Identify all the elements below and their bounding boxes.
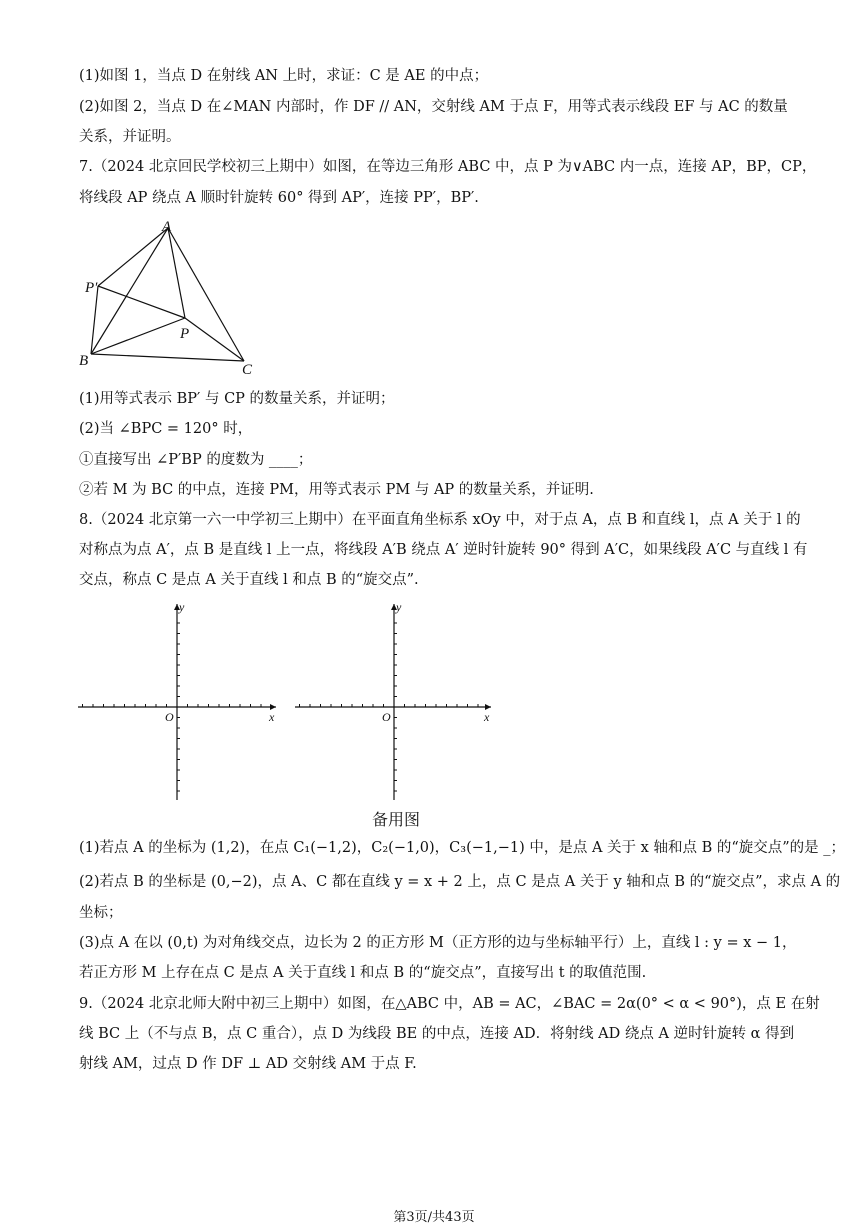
segment-ap-prime — [98, 228, 168, 286]
q8-part1: (1)若点 A 的坐标为 (1,2)，在点 C₁(−1,2)，C₂(−1,0)，C₃(−1,−1) 中，是点 A 关于 x 轴和点 B 的“旋交点”的是 _； — [79, 840, 846, 856]
triangle-figure — [76, 218, 276, 378]
q7-part1: (1)用等式表示 BP′ 与 CP 的数量关系，并证明； — [79, 391, 395, 407]
page-footer: 第3页/共43页 — [393, 1210, 475, 1225]
label-a: A — [162, 219, 172, 235]
q8-part3: (3)点 A 在以 (0,t) 为对角线交点，边长为 2 的正方形 M（正方形的边与坐标轴平行）上，直线 l : y = x − 1， — [79, 935, 797, 951]
axis-arrows — [174, 604, 276, 710]
y-axis-label: y — [179, 600, 185, 614]
axis-arrows — [391, 604, 491, 710]
q8-part3-cont: 若正方形 M 上存在点 C 是点 A 关于直线 l 和点 B 的“旋交点”，直接写出 t 的取值范围. — [79, 965, 647, 981]
x-axis-label: x — [484, 710, 490, 724]
origin-label: O — [165, 710, 174, 724]
q7-stem: 7.（2024 北京回民学校初三上期中）如图，在等边三角形 ABC 中，点 P 为∨ABC 内一点，连接 AP，BP，CP， — [79, 159, 817, 175]
segment-cp — [185, 318, 244, 361]
axes-figure-1 — [76, 600, 286, 805]
q7-part2: (2)当 ∠BPC = 120° 时， — [79, 421, 253, 437]
q8-part2-cont: 坐标； — [79, 905, 123, 921]
q6-part2: (2)如图 2，当点 D 在∠MAN 内部时，作 DF // AN，交射线 AM 于点 F，用等式表示线段 EF 与 AC 的数量 — [79, 99, 788, 115]
segment-bc — [91, 354, 244, 361]
x-axis-label: x — [269, 710, 275, 724]
q8-part2: (2)若点 B 的坐标是 (0,−2)，点 A、C 都在直线 y = x + 2 上，点 C 是点 A 关于 y 轴和点 B 的“旋交点”，求点 A 的 — [79, 874, 841, 890]
q6-part1: (1)如图 1，当点 D 在射线 AN 上时，求证：C 是 AE 的中点； — [79, 68, 489, 84]
q8-stem-cont2: 交点，称点 C 是点 A 关于直线 l 和点 B 的“旋交点”. — [79, 572, 419, 588]
q7-part2-sub2: ②若 M 为 BC 的中点，连接 PM，用等式表示 PM 与 AP 的数量关系，并证明. — [79, 482, 594, 498]
q9-stem-cont1: 线 BC 上（不与点 B，点 C 重合），点 D 为线段 BE 的中点，连接 AD．将射线 AD 绕点 A 逆时针旋转 α 得到 — [79, 1026, 795, 1042]
figure-caption: 备用图 — [372, 810, 421, 829]
label-b: B — [79, 353, 89, 369]
label-c: C — [242, 362, 253, 378]
q7-part2-sub1: ①直接写出 ∠P′BP 的度数为 ____； — [79, 452, 313, 468]
q8-stem: 8.（2024 北京第一六一中学初三上期中）在平面直角坐标系 xOy 中，对于点 A，点 B 和直线 l，点 A 关于 l 的 — [79, 512, 801, 528]
q7-stem-cont: 将线段 AP 绕点 A 顺时针旋转 60° 得到 AP′，连接 PP′，BP′. — [79, 190, 479, 206]
q9-stem-cont2: 射线 AM，过点 D 作 DF ⊥ AD 交射线 AM 于点 F. — [79, 1056, 417, 1072]
origin-label: O — [382, 710, 391, 724]
q6-part2-cont: 关系，并证明。 — [79, 129, 181, 145]
label-p-prime: P′ — [85, 280, 98, 296]
y-axis-label: y — [396, 600, 402, 614]
q9-stem: 9.（2024 北京北师大附中初三上期中）如图，在△ABC 中，AB = AC，∠BAC = 2α(0° < α < 90°)，点 E 在射 — [79, 996, 820, 1012]
segment-ab — [91, 228, 168, 354]
segment-bp — [91, 318, 185, 354]
segment-pp-prime — [98, 286, 185, 318]
label-p: P — [180, 326, 190, 342]
segment-ap — [168, 228, 185, 318]
q8-stem-cont1: 对称点为点 A′，点 B 是直线 l 上一点，将线段 A′B 绕点 A′ 逆时针旋转 90° 得到 A′C，如果线段 A′C 与直线 l 有 — [79, 542, 808, 558]
axes-figure-2 — [293, 600, 503, 805]
